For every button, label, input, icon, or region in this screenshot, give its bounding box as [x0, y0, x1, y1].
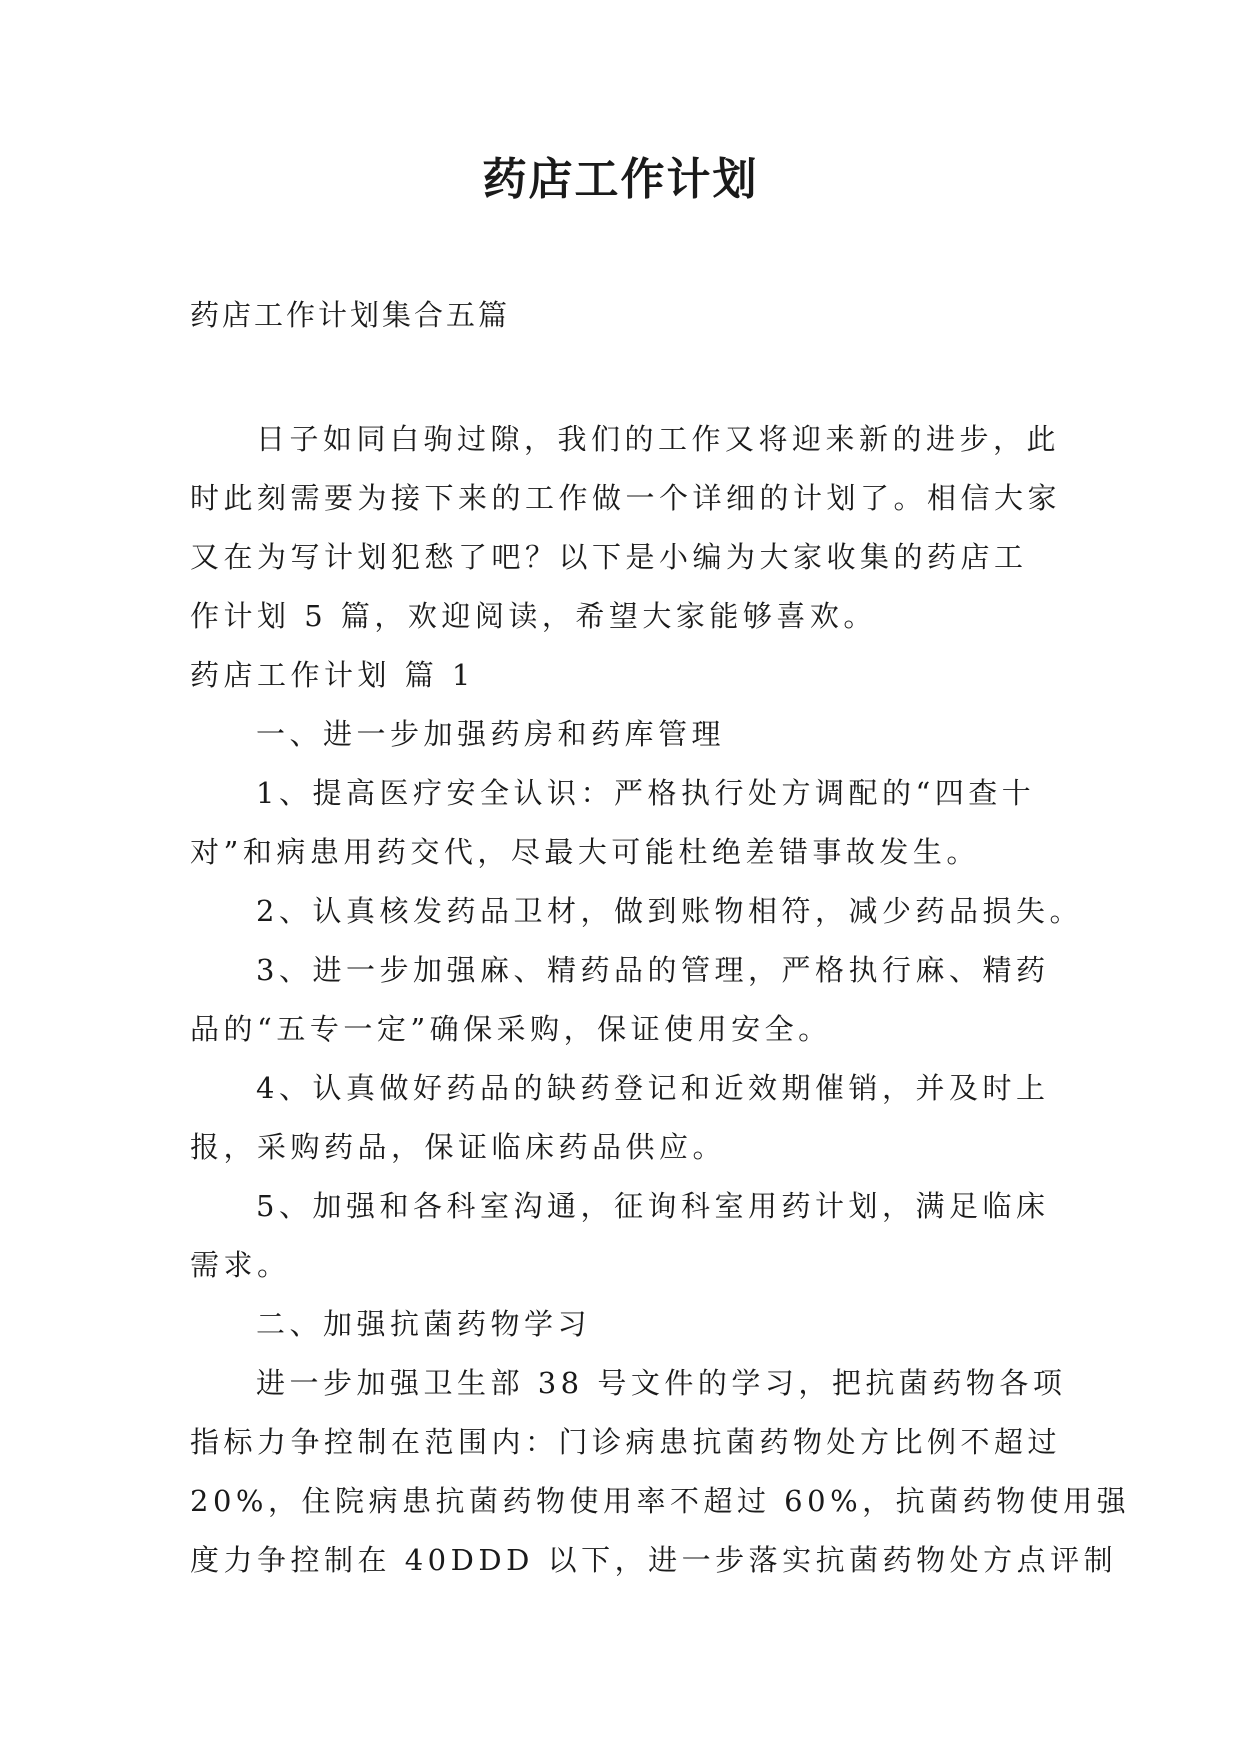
text-line: 对”和病患用药交代，尽最大可能杜绝差错事故发生。	[190, 835, 980, 869]
text-line: 报，采购药品，保证临床药品供应。	[190, 1130, 727, 1164]
document-title: 药店工作计划	[482, 154, 759, 205]
text-line: 日子如同白驹过隙，我们的工作又将迎来新的进步，此	[256, 422, 1061, 456]
text-line: 时此刻需要为接下来的工作做一个详细的计划了。相信大家	[190, 481, 1062, 515]
document-subtitle: 药店工作计划集合五篇	[190, 298, 511, 332]
text-line: 1、提高医疗安全认识：严格执行处方调配的“四查十	[256, 776, 1036, 810]
text-line: 度力争控制在 40DDD 以下，进一步落实抗菌药物处方点评制	[190, 1543, 1118, 1577]
text-line: 进一步加强卫生部 38 号文件的学习，把抗菌药物各项	[256, 1366, 1067, 1400]
text-line: 3、进一步加强麻、精药品的管理，严格执行麻、精药	[256, 953, 1050, 987]
text-line: 一、进一步加强药房和药库管理	[256, 717, 726, 751]
text-line: 需求。	[190, 1248, 291, 1282]
text-line: 5、加强和各科室沟通，征询科室用药计划，满足临床	[256, 1189, 1050, 1223]
text-line: 4、认真做好药品的缺药登记和近效期催销，并及时上	[256, 1071, 1050, 1105]
text-line: 2、认真核发药品卫材，做到账物相符，减少药品损失。	[256, 894, 1083, 928]
text-line: 品的“五专一定”确保采购，保证使用安全。	[190, 1012, 832, 1046]
text-line: 又在为写计划犯愁了吧？以下是小编为大家收集的药店工	[190, 540, 1028, 574]
text-line: 药店工作计划 篇 1	[190, 658, 475, 692]
text-line: 指标力争控制在范围内：门诊病患抗菌药物处方比例不超过	[190, 1425, 1062, 1459]
text-line: 20%，住院病患抗菌药物使用率不超过 60%，抗菌药物使用强	[190, 1484, 1131, 1518]
text-line: 作计划 5 篇，欢迎阅读，希望大家能够喜欢。	[190, 599, 877, 633]
text-line: 二、加强抗菌药物学习	[256, 1307, 592, 1341]
document-body	[190, 410, 1131, 1590]
